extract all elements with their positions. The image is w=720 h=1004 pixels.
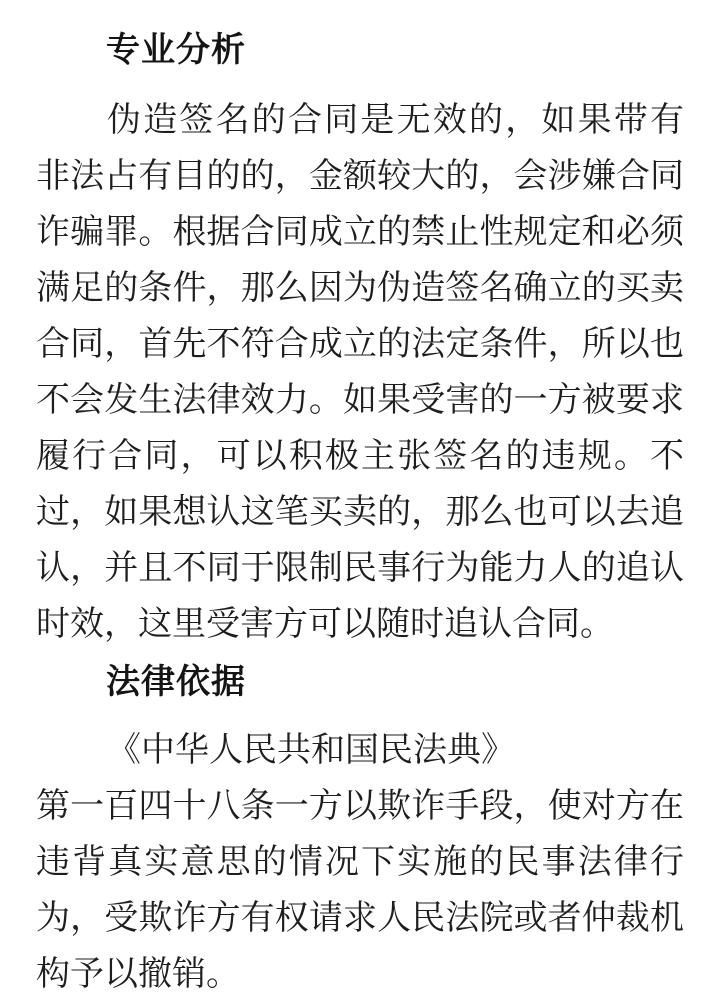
- section-analysis: [36, 22, 684, 652]
- law-article-paragraph: 第一百四十八条一方以欺诈手段，使对方在违背真实意思的情况下实施的民事法律行为，受欺诈方有权请求人民法院或者仲裁机构予以撤销。: [36, 787, 684, 993]
- section-legal-basis: [36, 654, 684, 1002]
- analysis-paragraph: 伪造签名的合同是无效的，如果带有非法占有目的的，金额较大的，会涉嫌合同诈骗罪。根据合同成立的禁止性规定和必须满足的条件，那么因为伪造签名确立的买卖合同，首先不符合成立的法定条件，所以也不会发生法律效力。如果受害的一方被要求履行合同，可以积极主张签名的违规。不过，如果想认这笔买卖的，那么也可以去追认，并且不同于限制民事行为能力人的追认时效，这里受害方可以随时追认合同。: [36, 101, 684, 643]
- analysis-section-heading: 专业分析: [106, 31, 246, 69]
- legal-basis-section-heading: 法律依据: [106, 663, 246, 701]
- law-title-paragraph: 《中华人民共和国民法典》: [107, 731, 515, 769]
